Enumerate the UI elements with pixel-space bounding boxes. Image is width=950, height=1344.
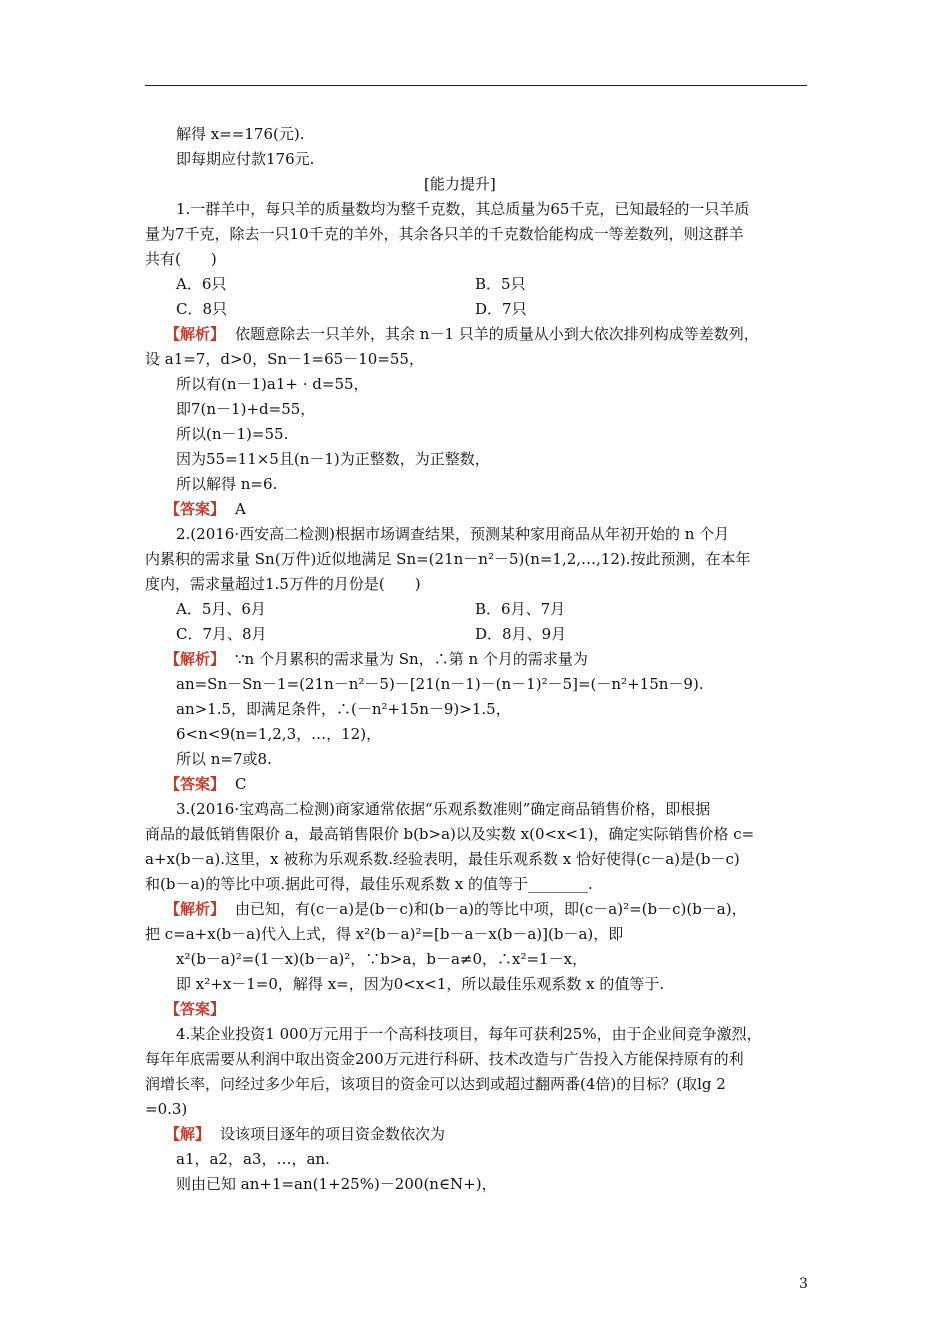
text-line: 解得 x==176(元). xyxy=(176,125,305,143)
answer-tag: 【答案】 xyxy=(165,775,226,793)
text-line: an>1.5，即满足条件，∴(－n²+15n－9)>1.5， xyxy=(176,700,511,718)
text-line: an=Sn－Sn－1=(21n－n²－5)－[21(n－1)－(n－1)²－5]=(－n²+15n－9). xyxy=(176,675,704,693)
analysis-text: ∵n 个月累积的需求量为 Sn，∴第 n 个月的需求量为 xyxy=(235,650,588,668)
option-b: B．6月、7月 xyxy=(475,600,566,618)
text-line: 商品的最低销售限价 a，最高销售限价 b(b>a)以及实数 x(0<x<1)，确定实际销售价格 c= xyxy=(145,825,755,843)
text-line: 所以(n－1)=55. xyxy=(176,425,289,443)
option-c: C．8只 xyxy=(176,300,228,318)
analysis-text: 依题意除去一只羊外，其余 n－1 只羊的质量从小到大依次排列构成等差数列， xyxy=(235,325,759,343)
answer-line xyxy=(165,499,246,519)
text-line: 2.(2016·西安高二检测)根据市场调查结果，预测某种家用商品从年初开始的 n 个月 xyxy=(176,525,730,543)
option-d: D．7只 xyxy=(475,300,527,318)
text-line: 6<n<9(n=1,2,3，…，12)， xyxy=(176,725,382,743)
answer-line xyxy=(165,774,247,794)
text-line: 则由已知 an+1=an(1+25%)－200(n∈N+)， xyxy=(176,1175,497,1193)
text-line: 内累积的需求量 Sn(万件)近似地满足 Sn=(21n－n²－5)(n=1,2,…,12).按此预测，在本年 xyxy=(145,550,751,568)
text-line: 把 c=a+x(b－a)代入上式，得 x²(b－a)²=[b－a－x(b－a)](b－a)，即 xyxy=(145,925,624,943)
analysis-tag: 【解析】 xyxy=(165,900,226,918)
text-line: 度内，需求量超过1.5万件的月份是( ) xyxy=(145,575,421,593)
solution-line xyxy=(165,1124,445,1144)
text-line: 所以解得 n=6. xyxy=(176,475,278,493)
analysis-line xyxy=(165,899,747,919)
text-line: 3.(2016·宝鸡高二检测)商家通常依据“乐观系数准则”确定商品销售价格，即根据 xyxy=(176,800,711,818)
analysis-line xyxy=(165,649,588,669)
text-line: 4.某企业投资1 000万元用于一个高科技项目，每年可获利25%，由于企业间竞争激烈， xyxy=(176,1025,762,1043)
text-line: 所以有(n－1)a1+ · d=55， xyxy=(176,375,369,393)
analysis-line xyxy=(165,324,759,344)
option-a: A．5月、6月 xyxy=(176,600,266,618)
option-a: A．6只 xyxy=(176,275,227,293)
solution-tag: 【解】 xyxy=(165,1125,211,1143)
answer-text: C xyxy=(235,775,247,793)
page-number: 3 xyxy=(799,1276,808,1292)
text-line: 1.一群羊中，每只羊的质量数均为整千克数，其总质量为65千克，已知最轻的一只羊质 xyxy=(176,200,750,218)
analysis-tag: 【解析】 xyxy=(165,325,226,343)
analysis-text: 由已知，有(c－a)是(b－c)和(b－a)的等比中项，即(c－a)²=(b－c)(b－a)， xyxy=(235,900,747,918)
text-line: 因为55=11×5且(n－1)为正整数，为正整数， xyxy=(176,450,490,468)
answer-tag: 【答案】 xyxy=(165,1000,226,1018)
answer-line xyxy=(165,999,235,1019)
text-line: 即每期应付款176元. xyxy=(176,150,315,168)
answer-tag: 【答案】 xyxy=(165,500,226,518)
solution-text: 设该项目逐年的项目资金数依次为 xyxy=(220,1125,446,1143)
option-d: D．8月、9月 xyxy=(475,625,567,643)
text-line: 所以 n=7或8. xyxy=(176,750,272,768)
analysis-tag: 【解析】 xyxy=(165,650,226,668)
header-rule xyxy=(145,85,807,86)
text-line: a1，a2，a3，…，an. xyxy=(176,1150,330,1168)
text-line: 量为7千克，除去一只10千克的羊外，其余各只羊的千克数恰能构成一等差数列，则这群羊 xyxy=(145,225,744,243)
text-line: 共有( ) xyxy=(145,250,217,268)
text-line: =0.3) xyxy=(145,1100,188,1118)
text-line: x²(b－a)²=(1－x)(b－a)²，∵b>a，b－a≠0，∴x²=1－x， xyxy=(176,950,588,968)
text-line: 即7(n－1)+d=55， xyxy=(176,400,316,418)
text-line: 即 x²+x－1=0，解得 x=，因为0<x<1，所以最佳乐观系数 x 的值等于. xyxy=(176,975,665,993)
text-line: 每年年底需要从利润中取出资金200万元进行科研、技术改造与广告投入方能保持原有的利 xyxy=(145,1050,744,1068)
text-line: a+x(b－a).这里，x 被称为乐观系数.经验表明，最佳乐观系数 x 恰好使得(c－a)是(b－c) xyxy=(145,850,740,868)
answer-text: A xyxy=(235,500,246,518)
option-b: B．5只 xyxy=(475,275,526,293)
text-line: 设 a1=7，d>0，Sn－1=65－10=55， xyxy=(145,350,424,368)
text-line: 润增长率，问经过多少年后，该项目的资金可以达到或超过翻两番(4倍)的目标？(取lg 2 xyxy=(145,1075,726,1093)
text-line: 和(b－a)的等比中项.据此可得，最佳乐观系数 x 的值等于________. xyxy=(145,875,593,893)
section-heading: [能力提升] xyxy=(424,175,496,193)
option-c: C．7月、8月 xyxy=(176,625,267,643)
